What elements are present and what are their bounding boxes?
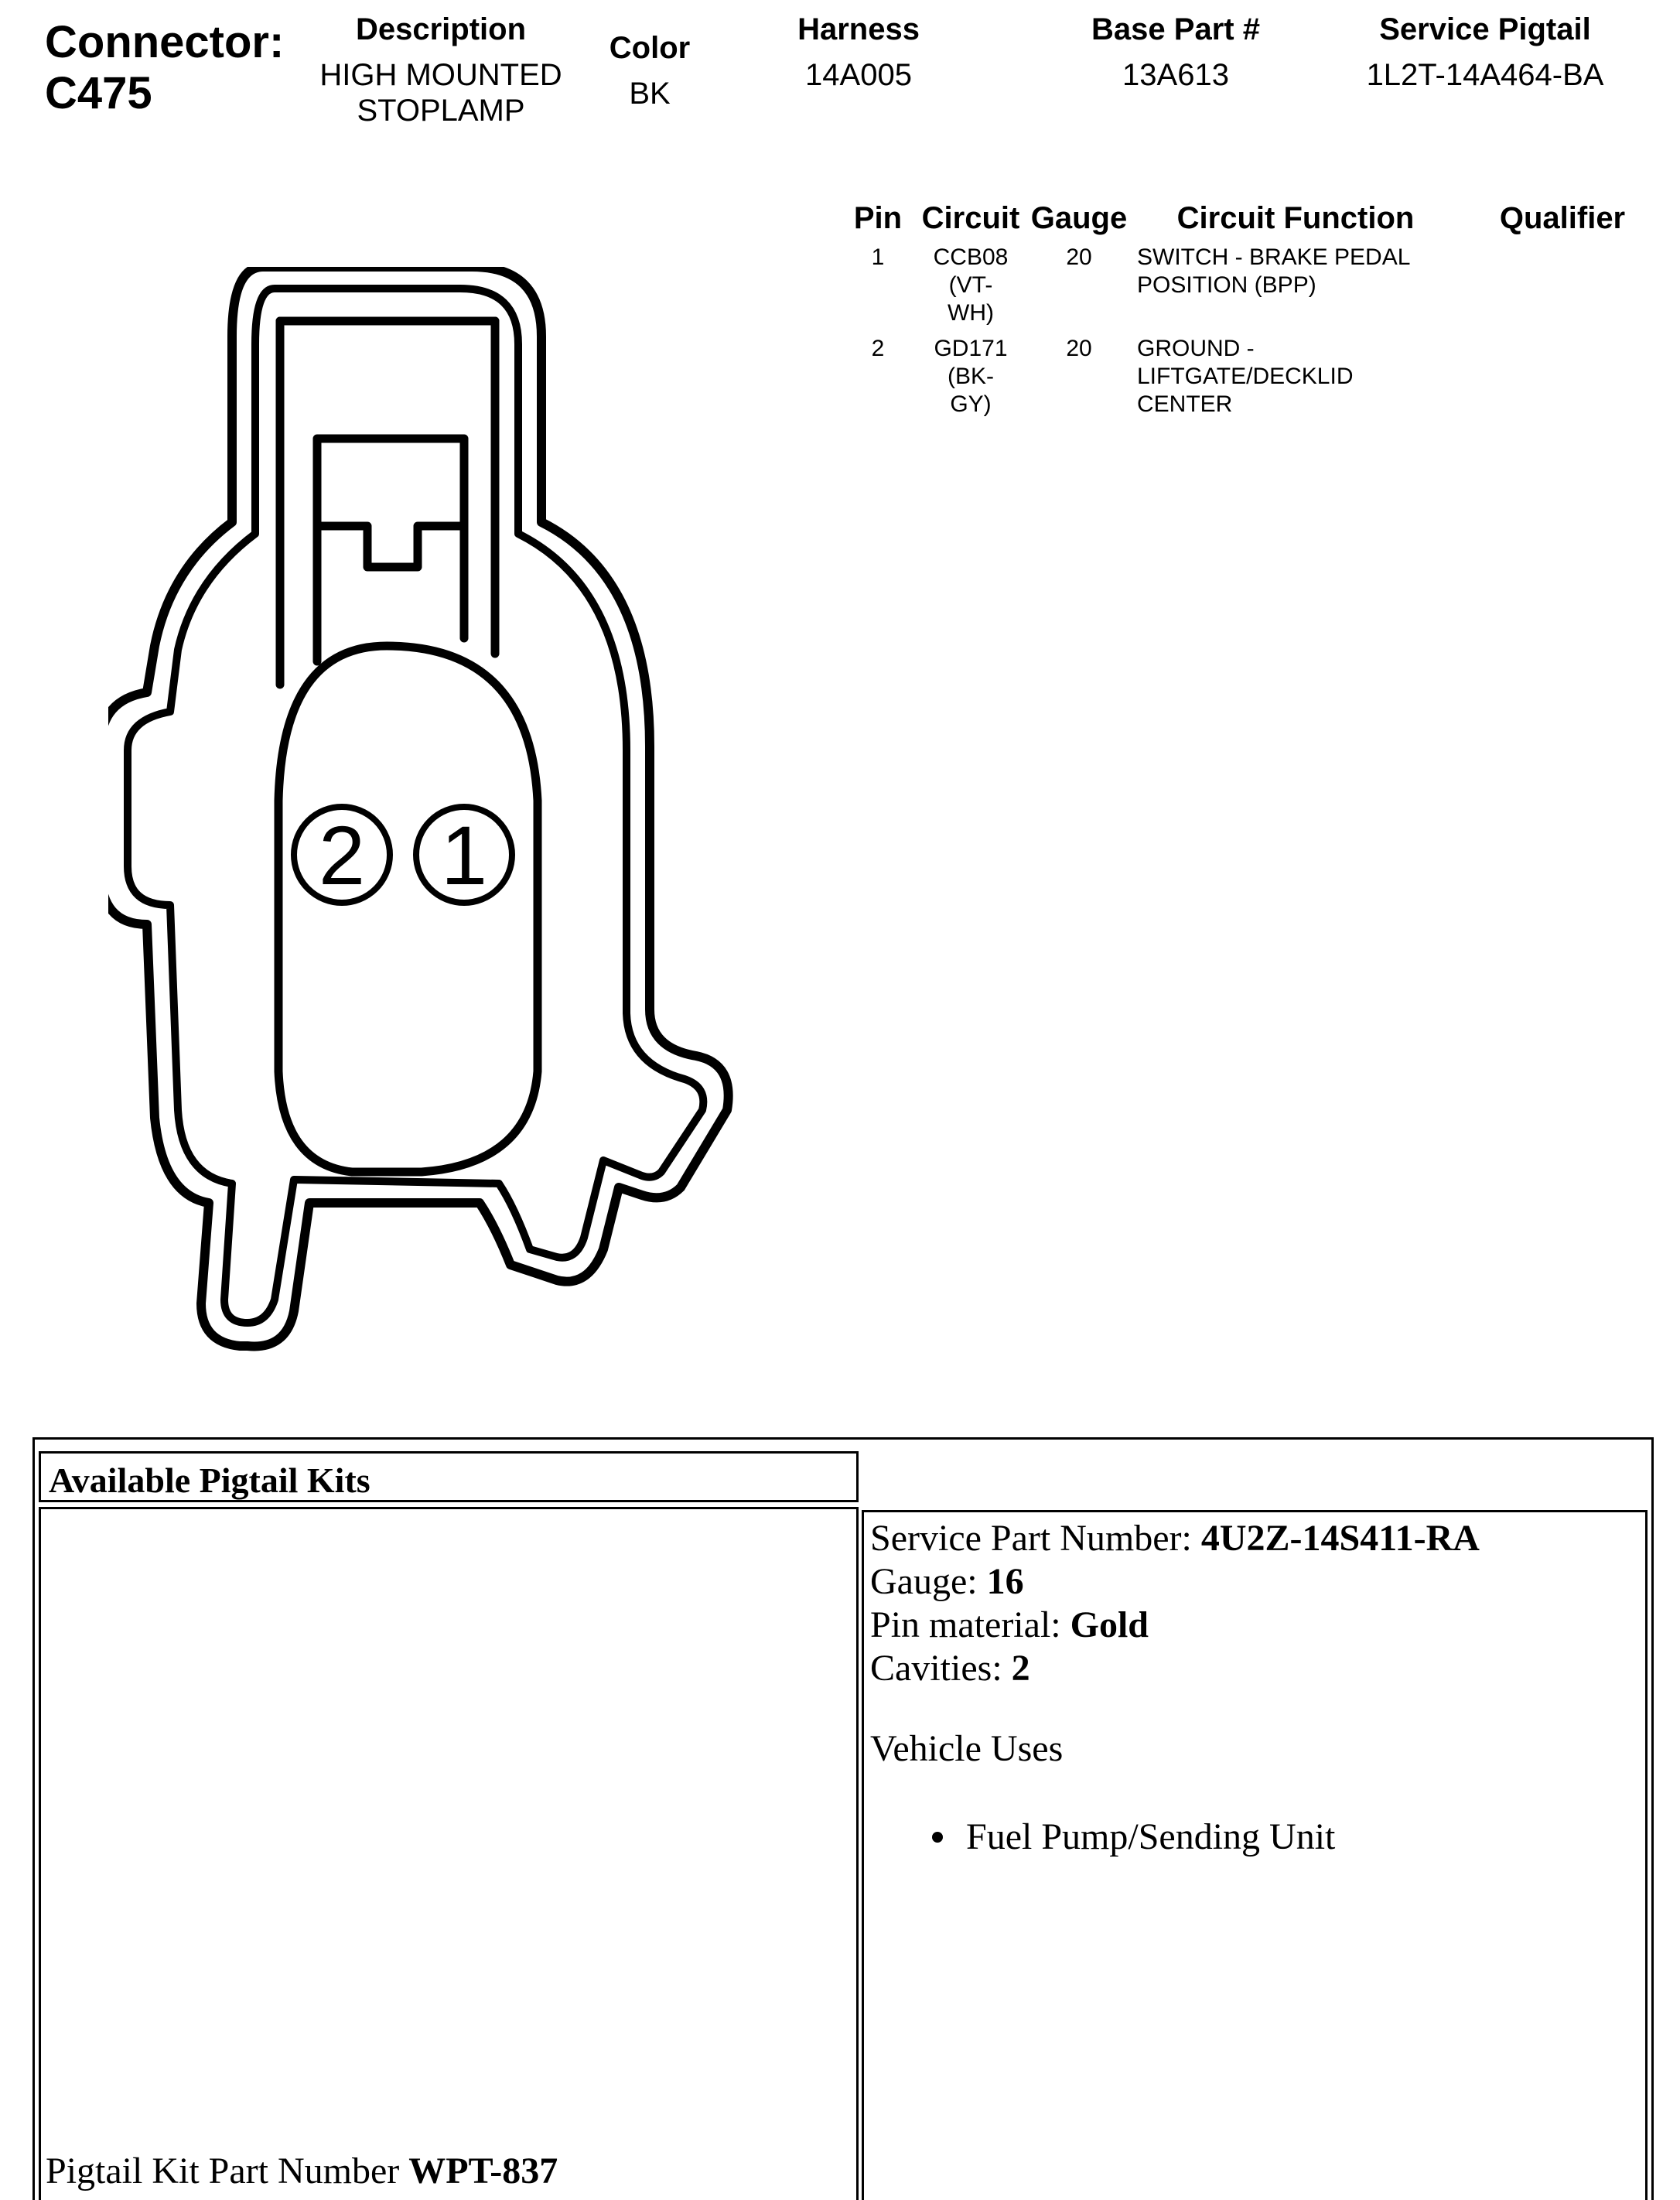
function-line3: CENTER [1137, 391, 1233, 417]
function-line1: SWITCH - BRAKE PEDAL [1137, 244, 1411, 270]
kit-part-number [46, 2150, 558, 2193]
list-item [932, 1816, 1335, 1859]
gauge-value: 16 [986, 1561, 1024, 1602]
housing-outline-inner [128, 289, 703, 1323]
pigtail-kits-title: Available Pigtail Kits [49, 1460, 370, 1500]
col-pin: Pin [853, 201, 903, 235]
gauge-label: Gauge: [870, 1561, 987, 1602]
kit-left-cell [39, 1507, 859, 2200]
harness-label: Harness [797, 12, 920, 46]
pin-table-header [843, 201, 1663, 244]
latch-outer [280, 321, 495, 405]
connector-id: C475 [45, 68, 152, 118]
qualifier-cell [1462, 244, 1663, 335]
latch-inner-window [317, 439, 464, 661]
function-cell [1129, 244, 1462, 335]
circuit-cell [913, 244, 1029, 335]
description-label: Description [355, 12, 527, 46]
description-line2: STOPLAMP [357, 94, 525, 128]
connector-label: Connector: [45, 17, 285, 67]
cavities-line [870, 1647, 1480, 1690]
vehicle-use-label: Fuel Pump/Sending Unit [966, 1816, 1336, 1857]
pin-table [843, 201, 1663, 426]
kit-part-value: WPT-837 [408, 2150, 558, 2191]
color-label: Color [609, 31, 691, 65]
gauge-cell: 20 [1066, 336, 1092, 361]
vehicle-uses-list [932, 1816, 1335, 1859]
col-qualifier: Qualifier [1499, 201, 1626, 235]
pin-material-label: Pin material: [870, 1604, 1070, 1645]
pin-number: 2 [871, 336, 885, 361]
cavities-value: 2 [1011, 1648, 1030, 1689]
table-row [843, 244, 1663, 335]
circuit-line2: WH) [948, 300, 994, 326]
pin-material-line [870, 1604, 1480, 1647]
circuit-line2: GY) [950, 391, 992, 417]
kit-spec-cell [862, 1510, 1648, 2200]
pin-label-2: 2 [318, 808, 366, 902]
gauge-cell: 20 [1066, 244, 1092, 270]
col-circuit-function: Circuit Function [1176, 201, 1415, 235]
circuit-line1: CCB08 (VT- [933, 244, 1009, 298]
harness-value: 14A005 [805, 58, 912, 92]
pin-material-value: Gold [1070, 1604, 1149, 1645]
col-circuit: Circuit [921, 201, 1020, 235]
service-part-line [870, 1517, 1480, 1560]
cavities-label: Cavities: [870, 1648, 1012, 1689]
circuit-cell [913, 335, 1029, 426]
function-line1: GROUND - [1137, 336, 1255, 361]
latch-tab [317, 526, 464, 567]
table-row [843, 335, 1663, 426]
base-part-value: 13A613 [1122, 58, 1229, 92]
bullet-icon [932, 1832, 943, 1843]
description-line1: HIGH MOUNTED [319, 58, 562, 92]
function-line2: POSITION (BPP) [1137, 272, 1316, 298]
service-pigtail-label: Service Pigtail [1379, 12, 1591, 46]
pin-number: 1 [871, 244, 885, 270]
kit-specs [870, 1517, 1480, 1690]
function-cell [1129, 335, 1462, 426]
circuit-line1: GD171 (BK- [934, 336, 1008, 389]
service-part-value: 4U2Z-14S411-RA [1200, 1518, 1480, 1559]
pigtail-kits-title-box [39, 1451, 859, 1502]
col-gauge: Gauge [1030, 201, 1128, 235]
cavity-oval [278, 646, 538, 1172]
pin-label-1: 1 [440, 808, 488, 902]
gauge-line [870, 1560, 1480, 1604]
base-part-label: Base Part # [1091, 12, 1260, 46]
kit-part-label: Pigtail Kit Part Number [46, 2150, 409, 2191]
color-value: BK [629, 77, 671, 111]
vehicle-uses-title: Vehicle Uses [870, 1728, 1064, 1769]
service-part-label: Service Part Number: [870, 1518, 1201, 1559]
function-line2: LIFTGATE/DECKLID [1137, 364, 1354, 389]
qualifier-cell [1462, 335, 1663, 426]
connector-face-drawing [108, 267, 743, 1365]
service-pigtail-value: 1L2T-14A464-BA [1366, 58, 1604, 92]
